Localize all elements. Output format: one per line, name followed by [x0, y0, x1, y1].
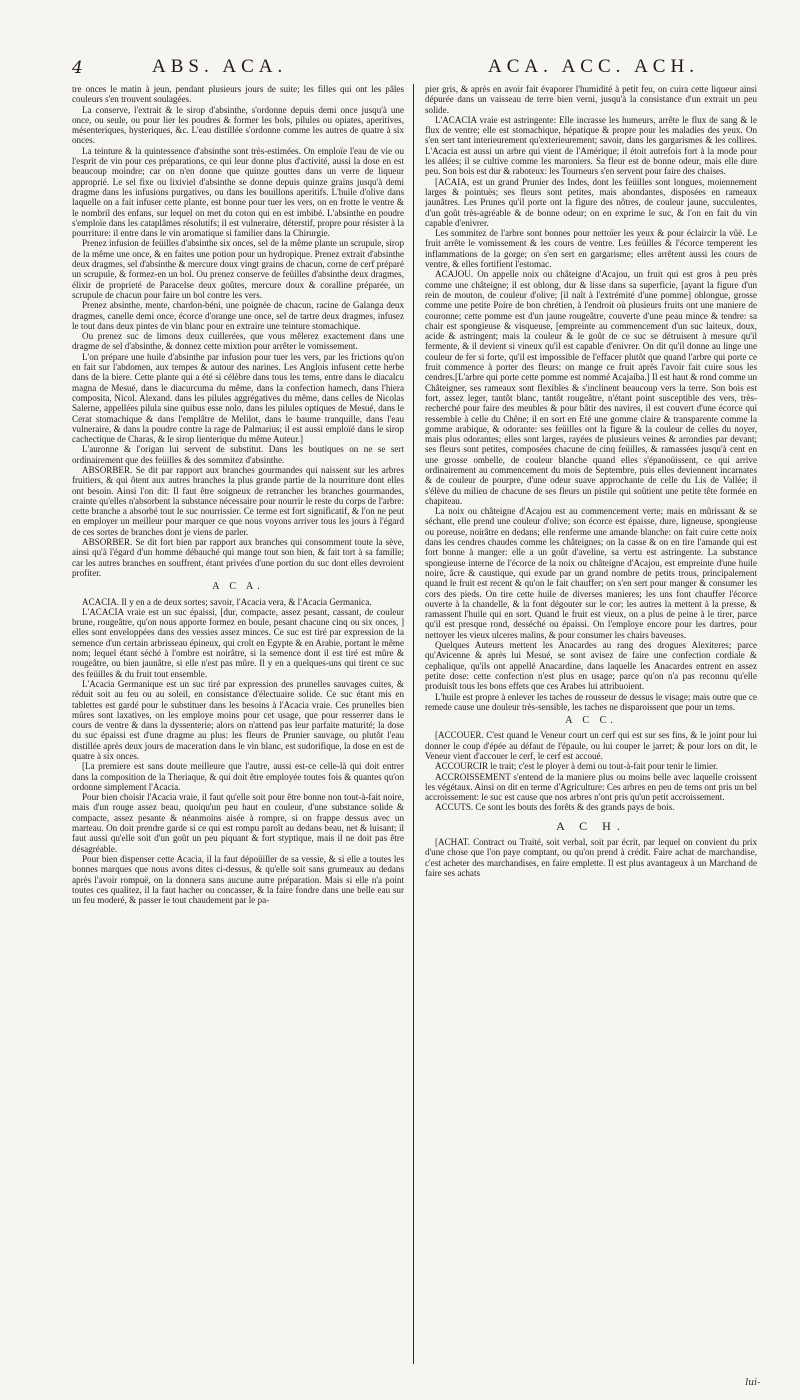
paragraph: Les sommitez de l'arbre sont bonnes pour nettoïer les yeux & pour éclaircir la vûë. Le fruit arrête le vomissement & les cours de ventre. Les feüilles & l'écorce temperent les inflammations de la gorge; on s'en sert en gargarisme; elles arrêtent aussi les cours de ventre, & elles fortifient l'estomac.: [425, 228, 757, 270]
paragraph: Prenez infusion de feüilles d'absinthe six onces, sel de la même plante un scrupule, sirop de la même une once, & en faites une potion pour un hydropique. Prenez extrait d'absinthe deux dragmes, sel d'absinthe & mercure doux vingt grains de chacun, corne de cerf préparé un scrupule, & formez-en un bol. Ou prenez conserve de feüilles d'absinthe deux dragmes, élixir de proprieté de Paracelse deux goûtes, mercure doux & coralline préparée, un scrupule de chacun pour faire un bol contre les vers.: [72, 238, 404, 300]
section-heading-ach: A C H.: [556, 818, 626, 833]
paragraph: ACCOURCIR le trait; c'est le ployer à demi ou tout-à-fait pour tenir le limier.: [435, 761, 718, 772]
column-divider: [413, 84, 414, 1364]
paragraph: L'huile est propre à enlever les taches de rousseur de dessus le visage; mais outre que ce remede cause une douleur très-sensible, les taches ne disparoissent que pour un tems.: [425, 691, 757, 712]
paragraph: Pour bien choisir l'Acacia vraie, il faut qu'elle soit pour être bonne non tout-à-fait noire, mais d'un rouge assez beau, quoiqu'un peu haut en couleur, d'une substance solide & compacte, assez pesante & néanmoins aisée à rompre, si on frappe dessus avec un marteau. On doit prendre garde si ce qui est rompu paroît au dedans beau, net & luisant; il faut aussi qu'elle soit d'un goût un peu piquant & fort styptique, mais il ne doit pas être désagréable.: [72, 792, 404, 854]
paragraph: Ou prenez suc de limons deux cuillerées, que vous mêlerez exactement dans une dragme de sel d'absinthe, & donnez cette mixtion pour arrêter le vomissement.: [72, 331, 404, 352]
paragraph: La noix ou châteigne d'Acajou est au commencement verte; mais en mûrissant & se séchant, elle prend une couleur d'olive; son écorce est épaisse, dure, ligneuse, spongieuse ou poreuse, noirâtre en dedans; elle renferme une amande blanche: on fait cuire cette noix dans les cendres chaudes comme les châteignes; on la casse & on en tire l'amande qui est fort bonne à manger: elle a un goût d'aveline, sa vertu est astringente. La substance spongieuse interne de l'écorce de la noix ou châteigne d'Acajou, est empreinte d'une huile noire, âcre & caustique, qui exude par un grand nombre de petits trous, principalement quand le fruit est recent & qu'on le fait chauffer; on s'en sert pour manger & consumer les cors des pieds. On tire cette huile de diverses manieres; les uns font chauffer l'écorce ouverte à la chandelle, & la font dégouter sur le cor; les autres la mettent à la presse, & ramassent l'huile qui en sort. Quand le fruit est vieux, on a plus de peine à le tirer, parce qu'il est presque rond, desséché ou épaissi. On l'employe encore pour les dartres, pour nettoyer les vieux ulceres malins, & pour consumer les chairs baveuses.: [425, 506, 757, 640]
paragraph: ACCROISSEMENT s'entend de la maniere plus ou moins belle avec laquelle croissent les végétaux. Ainsi on dit en terme d'Agriculture: Ces arbres en peu de tems ont pris un bel accroissement: le suc est cause que nos arbres n'ont pris qu'un petit accroissement.: [425, 771, 757, 803]
paragraph: L'auronne & l'origan lui servent de substitut. Dans les boutiques on ne se sert ordinairement que des feüilles & des sommitez d'absinthe.: [72, 444, 404, 465]
paragraph: La teinture & la quintessence d'absinthe sont très-estimées. On emploïe l'eau de vie ou l'esprit de vin pour ces préparations, ce qui leur donne plus d'activité, aussi la dose en est beaucoup moindre; car on n'en donne que quinze gouttes dans un verre de liqueur approprié. Le sel fixe ou lixiviel d'absinthe se donne depuis quinze grains jusqu'à demi dragme dans les infusions purgatives, ou dans les bouillons aperitifs. L'huile d'olive dans laquelle on a fait infuser cette plante, est bonne pour tuer les vers, on en frotte le ventre & le nombril des enfans, sur lequel on met du coton qui en est imbibé. L'absinthe en poudre s'emploïe dans les cataplâmes résolutifs; il est vulneraire, déterstif, propre pour résister à la pourriture: il entre dans le vin aromatique si familier dans la Chirurgie.: [72, 145, 404, 239]
paragraph: ACCUTS. Ce sont les bouts des forêts & des grands pays de bois.: [435, 802, 675, 813]
paragraph: La conserve, l'extrait & le sirop d'absinthe, s'ordonne depuis demi once jusqu'à une once, ou seule, ou pour lier les poudres & former les bols, pilules ou opiates, aperitives, mésenteriques, hysteriques, &c. L'eau distillée s'ordonne comme les autres de quatre à six onces.: [72, 104, 404, 146]
paragraph: tre onces le matin à jeun, pendant plusieurs jours de suite; les filles qui ont les pâles couleurs s'en trouvent soulagées.: [72, 84, 404, 105]
paragraph: ACACIA. Il y en a de deux sortes; savoir, l'Acacia vera, & l'Acacia Germanica.: [82, 596, 372, 607]
running-header-left: ABS. ACA.: [152, 56, 288, 77]
section-heading-acc: A C C.: [565, 715, 617, 727]
paragraph: [ACAIA, est un grand Prunier des Indes, dont les feüilles sont longues, moiennement larges & pointuës; ses fleurs sont petites, mais abondantes, disposées en rameaux jaunâtres. Les Prunes qu'il porte ont la figure des nôtres, de couleur jaune, succulentes, d'un goût très-agréable & de bonne odeur; on en exprime le suc, & l'on en fait du vin capable d'enivrer.: [425, 176, 757, 228]
paragraph: L'Acacia Germanique est un suc tiré par expression des prunelles sauvages cuites, & réduit soit au feu ou au soleil, en consistance d'électuaire solide. Ce suc étant mis en tablettes est gardé pour le substituer dans les besoins à l'Acacia vraie. Ces prunelles bien mûres sont laxatives, on les employe moins pour cet usage, que pour resserrer dans le cours de ventre & dans la dyssenterie; alors on n'attend pas leur parfaite maturité; la dose du suc épaissi est d'une dragme au plus: les fleurs de Prunier sauvage, ou plutôt l'eau distillée après deux jours de maceration dans le vin blanc, est sudorifique, la dose en est de quatre à six onces.: [72, 678, 404, 761]
paragraph: ABSORBER. Se dit par rapport aux branches gourmandes qui naissent sur les arbres fruitiers, & qui ôtent aux autres branches la plus grande partie de la nourriture dont elles ont besoin. Ainsi l'on dit: Il faut être soigneux de retrancher les branches gourmandes, crainte qu'elles n'absorbent la substance nécessaire pour nourrir le reste du corps de l'arbre: cette branche a absorbé tout le suc nourrissier. Ce terme est fort significatif, & l'on ne peut en employer un meilleur pour marquer ce que nous voyons arriver tous les jours à l'égard de ces sortes de branches dont je viens de parler.: [72, 464, 404, 537]
paragraph: L'on prépare une huile d'absinthe par infusion pour tuer les vers, par les frictions qu'on en fait sur l'abdomen, aux tempes & autour des narines. Les Anglois infusent cette herbe dans de la biere. Cette plante qui a été si célèbre dans tous les tems, entre dans le diacalcu magna de Mesué, dans le diacurcuma du même, dans la confection hamech, dans l'hiera composita, Nicol. Alexand. dans les pilules aggrégatives du même, dans celles de Nicolas Salerne, appellées pilula sine quibus esse nolo, dans les pilules optiques de Mesué, dans le Cerat stomachique & dans l'emplâtre de Melilot, dans le baume tranquille, dans l'eau vulneraire, & dans la poudre contre la rage de Palmarius; il est aussi emploïé dans le sirop cachectique de Charas, & le sirop lienterique du même Auteur.]: [72, 351, 404, 445]
paragraph: ACAJOU. On appelle noix ou châteigne d'Acajou, un fruit qui est gros à peu près comme une châteigne; il est oblong, dur & lisse dans sa superficie, [ayant la figure d'un rein de mouton, de couleur d'olive; [il naît à l'extrémité d'une pomme] oblongue, grosse comme une petite Poire de bon chrétien, à l'endroit où plusieurs fruits ont une maniere de couronne; cette pomme est d'un jaune rougeâtre, couverte d'une peau mince & tendre: sa chair est spongieuse & visqueuse, [empreinte au commencement d'un suc laiteux, doux, acide & astringent; mais la couleur & le goût de ce suc se détruisent à mesure qu'il fermente, & il devient si vineux qu'il est capable d'enivrer. On dit qu'il donne au linge une couleur de fer si forte, qu'il est impossible de l'effacer plutôt que quand l'arbre qui porte ce fruit commence à porter des fleurs: on mange ce fruit après l'avoir fait cuire sous les cendres.[L'arbre qui porte cette pomme est nommé Acajaiba.] Il est haut & rond comme un Châteigner, ses rameaux sont flexibles & s'inclinent beaucoup vers la terre. Son bois est fort, assez leger, tantôt blanc, tantôt rougeâtre, n'étant point susceptible des vers, très-recherché pour faire des meubles & pour bâtir des navires, il est couvert d'une écorce qui ressemble à celle du Chêne; il en sort en Eté une gomme claire & transparente comme la gomme arabique, & odorante: ses feüilles ont la figure & la couleur de celles du noyer, mais plus odorantes; elles sont larges, rayées de plusieurs veines & arrondies par devant; ses fleurs sont petites, composées chacune de cinq feüilles, & ramassées jusqu'à cent en une grosse ombelle, de couleur blanche quand elles s'épanoüissent, ce qui arrive ordinairement au commencement du mois de Septembre, puis elles deviennent incarnates & de couleur de pourpre, d'une odeur suave approchante de celle du Lis de Vallée; il s'élève du milieu de chacune de ses fleurs un pistile qui soûtient une petite tête formée en chapiteau.: [425, 269, 757, 506]
right-column: [425, 84, 757, 1374]
paragraph: Pour bien dispenser cette Acacia, il la faut dépoüiller de sa vessie, & si elle a toutes les bonnes marques que nous avons dites ci-dessus, & qu'elle soit sans grumeaux au dedans après l'avoir rompuë, on la donnera sans aucune autre préparation. Mais si elle n'a point toutes ces qualitez, il la faut hacher ou concasser, & la faire fondre dans une belle eau sur un feu moderé, & passer le tout chaudement par le pa-: [72, 853, 404, 906]
section-heading-aca: A C A.: [212, 581, 264, 593]
paragraph: Quelques Auteurs mettent les Anacardes au rang des drogues Alexiteres; parce qu'Avicenne & après lui Mesué, se sont avisez de faire une confection cordiale & cephalique, qu'ils ont appellé Anacardine, dans laquelle les Anacardes entrent en assez petite dose: cette confection n'est plus en usage; parce qu'on n'a pas reconnu qu'elle produisît tous les bons effets que ces Arabes lui attribuoient.: [425, 640, 757, 692]
catchword: lui-: [745, 1378, 760, 1388]
paragraph: pier gris, & après en avoir fait évaporer l'humidité à petit feu, on cuira cette liqueur ainsi dépurée dans un vaisseau de terre bien verni, jusqu'à la consistance d'un extrait un peu solide.: [425, 84, 757, 115]
paragraph: L'ACACIA vraie est astringente: Elle incrasse les humeurs, arrête le flux de sang & le flux de ventre; elle est stomachique, hépatique & propre pour les maladies des yeux. On s'en sert tant interieurement qu'exterieurement; savoir, dans les gargarismes & les collires. L'Acacia est aussi un arbre qui vient de l'Amérique; il étoit autrefois fort à la mode pour les allées; il se cultive comme les maroniers. Sa fleur est de bonne odeur, mais elle dure peu. Son bois est dur & raboteux: les Tourneurs s'en servent pour faire des chaises.: [425, 114, 757, 177]
left-column: [72, 84, 404, 1374]
page-number: 4: [72, 58, 83, 78]
paragraph: L'ACACIA vraie est un suc épaissi, [dur, compacte, assez pesant, cassant, de couleur brune, rougeâtre, qu'on nous apporte formez en boule, pesant chacune cinq ou six onces, ] elles sont enveloppées dans des vessies assez minces. Ce suc est tiré par expression de la semence d'un certain arbrisseau épineux, qui croît en Egypte & en Arabie, portant le même nom; lequel étant séché à l'ombre est noirâtre, si la semence dont il est tiré est mûre & rougeâtre, ou bien jaunâtre, si elle n'est pas mûre. Il y en a quelques-uns qui tirent ce suc des feüilles & du fruit tout ensemble.: [72, 606, 404, 679]
paragraph: [ACCOUER. C'est quand le Veneur court un cerf qui est sur ses fins, & le joint pour lui donner le coup d'épée au défaut de l'épaule, ou lui couper le jarret; & pour lors on dit, le Veneur vient d'accouer le cerf, le cerf est accoué.: [425, 730, 757, 761]
paragraph: [ACHAT. Contract ou Traité, soit verbal, soit par écrit, par lequel on convient du prix d'une chose que l'on paye comptant, ou qu'on prend à crédit. Faire achat de marchandise, c'est acheter des marchandises, en faire emplette. Il est plus avantageux à un Marchand de faire ses achats: [425, 837, 757, 878]
paragraph: ABSORBER. Se dit fort bien par rapport aux branches qui consomment toute la sève, ainsi qu'à l'égard d'un homme débauché qui mange tout son bien, & fait tort à sa famille; car les autres branches en souffrent, étant privées d'une portion du suc dont elles devroient profiter.: [72, 537, 404, 578]
paragraph: Prenez absinthe, mente, chardon-béni, une poignée de chacun, racine de Galanga deux dragmes, canelle demi once, écorce d'orange une once, sel de tartre deux dragmes, infusez le tout dans deux pintes de vin blanc pour en extraire une teinture stomachique.: [72, 300, 404, 331]
running-header-right: ACA. ACC. ACH.: [488, 56, 699, 77]
paragraph: [La premiere est sans doute meilleure que l'autre, aussi est-ce celle-là qui doit entrer dans la composition de la Theriaque, & qui doit être employée toutes fois & quantes qu'on ordonne simplement l'Acacia.: [72, 761, 404, 792]
